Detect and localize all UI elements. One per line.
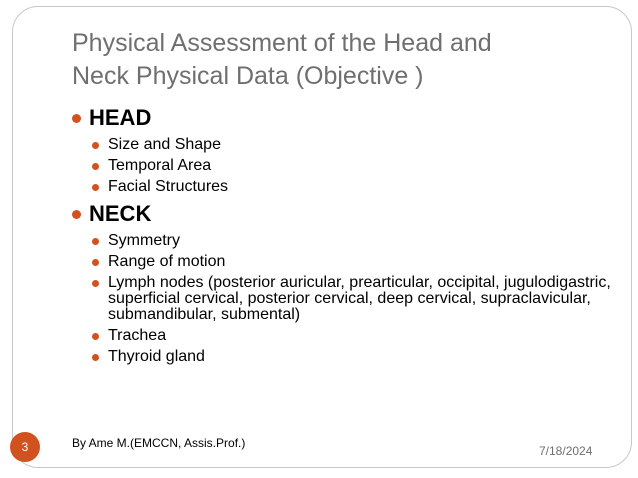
section-heading: HEAD [89, 105, 152, 130]
list-item [92, 328, 612, 344]
list-item-text: Thyroid gland [108, 348, 205, 365]
neck-list [72, 233, 612, 365]
bullet-icon [92, 280, 99, 287]
list-item-text: Range of motion [108, 253, 226, 270]
list-item [92, 158, 612, 174]
list-item-text: Lymph nodes (posterior auricular, prearticular, occipital, jugulodigastric, superficial cervical, posterior cervical, deep cervical, supraclavicular, submandibular, submental) [108, 274, 611, 323]
slide-content [72, 102, 612, 370]
list-item-text: Size and Shape [108, 136, 221, 153]
section-neck [72, 200, 612, 228]
section-heading: NECK [89, 201, 152, 226]
slide-number-badge [10, 432, 40, 462]
footer-author: By Ame M.(EMCCN, Assis.Prof.) [72, 436, 246, 450]
list-item [92, 137, 612, 153]
footer-date: 7/18/2024 [539, 444, 593, 458]
list-item-text: Temporal Area [108, 157, 212, 174]
bullet-icon [92, 184, 99, 191]
slide-number: 3 [21, 440, 29, 454]
list-item-text: Symmetry [108, 232, 180, 249]
list-item [92, 275, 612, 323]
bullet-icon [92, 238, 99, 245]
list-item-text: Facial Structures [108, 178, 229, 195]
list-item [92, 179, 612, 195]
bullet-icon [72, 114, 81, 123]
list-item-text: Trachea [108, 327, 167, 344]
list-item [92, 254, 612, 270]
bullet-icon [72, 210, 81, 219]
bullet-icon [92, 333, 99, 340]
section-head [72, 104, 612, 132]
head-list [72, 137, 612, 195]
bullet-icon [92, 142, 99, 149]
slide-title: Physical Assessment of the Head and Neck Physical Data (Objective ) [72, 29, 492, 90]
list-item [92, 349, 612, 365]
bullet-icon [92, 354, 99, 361]
bullet-icon [92, 259, 99, 266]
list-item [92, 233, 612, 249]
bullet-icon [92, 163, 99, 170]
